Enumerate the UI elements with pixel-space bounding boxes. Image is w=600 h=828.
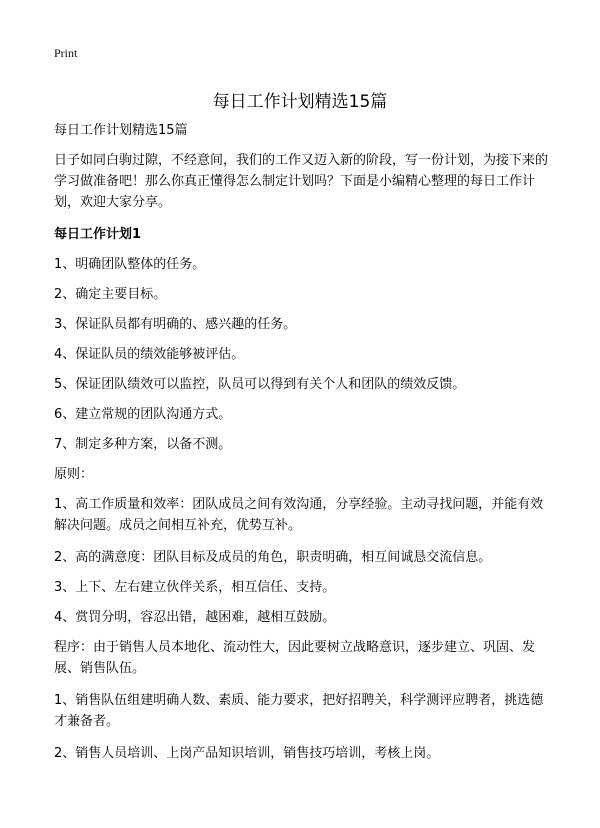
- list-item: 6、建立常规的团队沟通方式。: [54, 407, 232, 422]
- principle-item: 3、上下、左右建立伙伴关系，相互信任、支持。: [54, 580, 336, 595]
- list-item: 5、保证团队绩效可以监控，队员可以得到有关个人和团队的绩效反馈。: [54, 377, 466, 392]
- principles-label: 原则：: [54, 467, 94, 482]
- procedure-item: 2、销售人员培训、上岗产品知识培训，销售技巧培训，考核上岗。: [54, 746, 440, 761]
- section-heading: 每日工作计划1: [54, 227, 142, 242]
- list-item: 2、确定主要目标。: [54, 287, 167, 302]
- intro-paragraph: 日子如同白驹过隙，不经意间，我们的工作又迈入新的阶段，写一份计划，为接下来的学习做准备吧！那么你真正懂得怎么制定计划吗？下面是小编精心整理的每日工作计划，欢迎大家分享。: [54, 153, 549, 210]
- principle-item: 4、赏罚分明，容忍出错，越困难，越相互鼓励。: [54, 610, 336, 625]
- print-label: Print: [54, 46, 78, 60]
- principle-item: 2、高的满意度：团队目标及成员的角色，职责明确，相互间诚恳交流信息。: [54, 550, 492, 565]
- list-item: 7、制定多种方案，以备不测。: [54, 437, 232, 452]
- procedure-item: 1、销售队伍组建明确人数、素质、能力要求，把好招聘关，科学测评应聘者，挑选德才兼备者。: [54, 693, 544, 729]
- list-item: 3、保证队员都有明确的、感兴趣的任务。: [54, 317, 297, 332]
- document-title: 每日工作计划精选15篇: [212, 92, 388, 113]
- procedure-paragraph: 程序：由于销售人员本地化、流动性大，因此要树立战略意识，逐步建立、巩固、发展、销售队伍。: [54, 640, 536, 676]
- list-item: 4、保证队员的绩效能够被评估。: [54, 347, 245, 362]
- list-item: 1、明确团队整体的任务。: [54, 257, 206, 272]
- principle-item: 1、高工作质量和效率：团队成员之间有效沟通，分享经验。主动寻找问题，并能有效解决问题。成员之间相互补充，优势互补。: [54, 497, 544, 533]
- document-subtitle: 每日工作计划精选15篇: [54, 123, 188, 138]
- document-body: [54, 120, 554, 773]
